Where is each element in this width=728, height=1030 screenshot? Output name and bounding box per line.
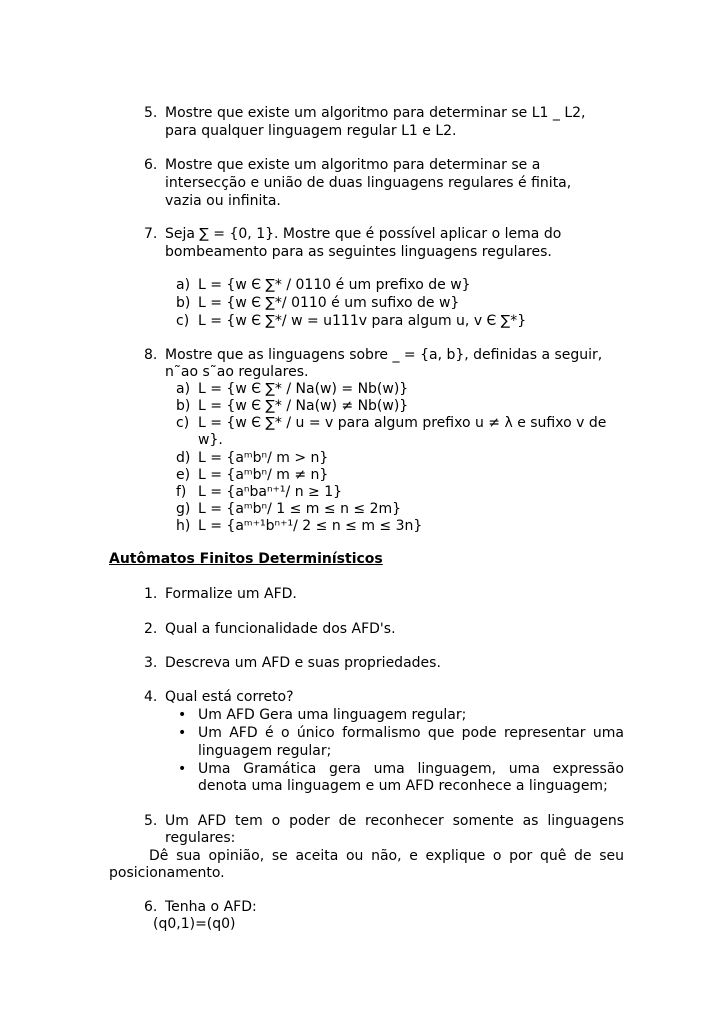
- sub-item-marker: c): [176, 415, 190, 431]
- sub-item-marker: f): [176, 484, 187, 500]
- sub-item-text: L = {aᵐ⁺¹bⁿ⁺¹/ 2 ≤ n ≤ m ≤ 3n}: [198, 518, 423, 534]
- question-text: Descreva um AFD e suas propriedades.: [165, 655, 441, 671]
- bullet-icon: •: [178, 725, 187, 741]
- list-number: 5.: [144, 813, 158, 829]
- list-number: 2.: [144, 621, 158, 637]
- bullet-text: denota uma linguagem e um AFD reconhece a linguagem;: [198, 778, 608, 794]
- sub-item-text: L = {aⁿbaⁿ⁺¹/ n ≥ 1}: [198, 484, 343, 500]
- sub-item-marker: a): [176, 277, 191, 293]
- list-number: 3.: [144, 655, 158, 671]
- question-text: para qualquer linguagem regular L1 e L2.: [165, 123, 457, 139]
- question-text: Tenha o AFD:: [165, 899, 257, 915]
- sub-item-marker: d): [176, 450, 191, 466]
- list-number: 6.: [144, 899, 158, 915]
- question-text: Dê sua opinião, se aceita ou não, e explique o por quê de seu: [149, 848, 624, 864]
- question-text: vazia ou infinita.: [165, 193, 281, 209]
- question-text: regulares:: [165, 830, 236, 846]
- question-text: Qual está correto?: [165, 689, 294, 705]
- question-text: bombeamento para as seguintes linguagens regulares.: [165, 244, 552, 260]
- sub-item-text: L = {w Є ∑*/ 0110 é um sufixo de w}: [198, 295, 460, 311]
- list-number: 4.: [144, 689, 158, 705]
- question-text: Mostre que existe um algoritmo para determinar se a: [165, 157, 541, 173]
- sub-item-marker: c): [176, 313, 190, 329]
- sub-item-text: L = {aᵐbⁿ/ m > n}: [198, 450, 329, 466]
- list-number: 7.: [144, 226, 158, 242]
- question-text: posicionamento.: [109, 865, 225, 881]
- sub-item-text: L = {aᵐbⁿ/ 1 ≤ m ≤ n ≤ 2m}: [198, 501, 402, 517]
- sub-item-text: L = {aᵐbⁿ/ m ≠ n}: [198, 467, 329, 483]
- sub-item-marker: h): [176, 518, 191, 534]
- question-text: Formalize um AFD.: [165, 586, 297, 602]
- sub-item-marker: a): [176, 381, 191, 397]
- bullet-text: linguagem regular;: [198, 743, 332, 759]
- question-text: Mostre que as linguagens sobre _ = {a, b}, definidas a seguir,: [165, 347, 603, 363]
- bullet-text: Um AFD é o único formalismo que pode representar uma: [198, 725, 624, 741]
- question-text: Seja ∑ = {0, 1}. Mostre que é possível aplicar o lema do: [165, 226, 562, 242]
- bullet-text: Uma Gramática gera uma linguagem, uma expressão: [198, 761, 624, 777]
- question-text: Um AFD tem o poder de reconhecer somente as linguagens: [165, 813, 624, 829]
- list-number: 8.: [144, 347, 158, 363]
- question-text: Qual a funcionalidade dos AFD's.: [165, 621, 396, 637]
- sub-item-text: L = {w Є ∑*/ w = u111v para algum u, v Є ∑*}: [198, 313, 527, 329]
- bullet-text: Um AFD Gera uma linguagem regular;: [198, 707, 467, 723]
- section-heading: Autômatos Finitos Determinísticos: [109, 551, 383, 567]
- sub-item-text: L = {w Є ∑* / u = v para algum prefixo u ≠ λ e sufixo v de: [198, 415, 607, 431]
- bullet-icon: •: [178, 707, 187, 723]
- sub-item-text: w}.: [198, 432, 223, 448]
- question-text: n˜ao s˜ao regulares.: [165, 364, 309, 380]
- sub-item-marker: g): [176, 501, 191, 517]
- sub-item-marker: b): [176, 398, 191, 414]
- sub-item-marker: b): [176, 295, 191, 311]
- sub-item-text: L = {w Є ∑* / Na(w) ≠ Nb(w)}: [198, 398, 409, 414]
- question-text: intersecção e união de duas linguagens regulares é finita,: [165, 175, 572, 191]
- sub-item-text: L = {w Є ∑* / Na(w) = Nb(w)}: [198, 381, 409, 397]
- list-number: 6.: [144, 157, 158, 173]
- question-text: Mostre que existe um algoritmo para determinar se L1 _ L2,: [165, 105, 586, 121]
- bullet-icon: •: [178, 761, 187, 777]
- sub-item-text: L = {w Є ∑* / 0110 é um prefixo de w}: [198, 277, 471, 293]
- list-number: 1.: [144, 586, 158, 602]
- sub-item-marker: e): [176, 467, 191, 483]
- transition-text: (q0,1)=(q0): [153, 916, 236, 932]
- list-number: 5.: [144, 105, 158, 121]
